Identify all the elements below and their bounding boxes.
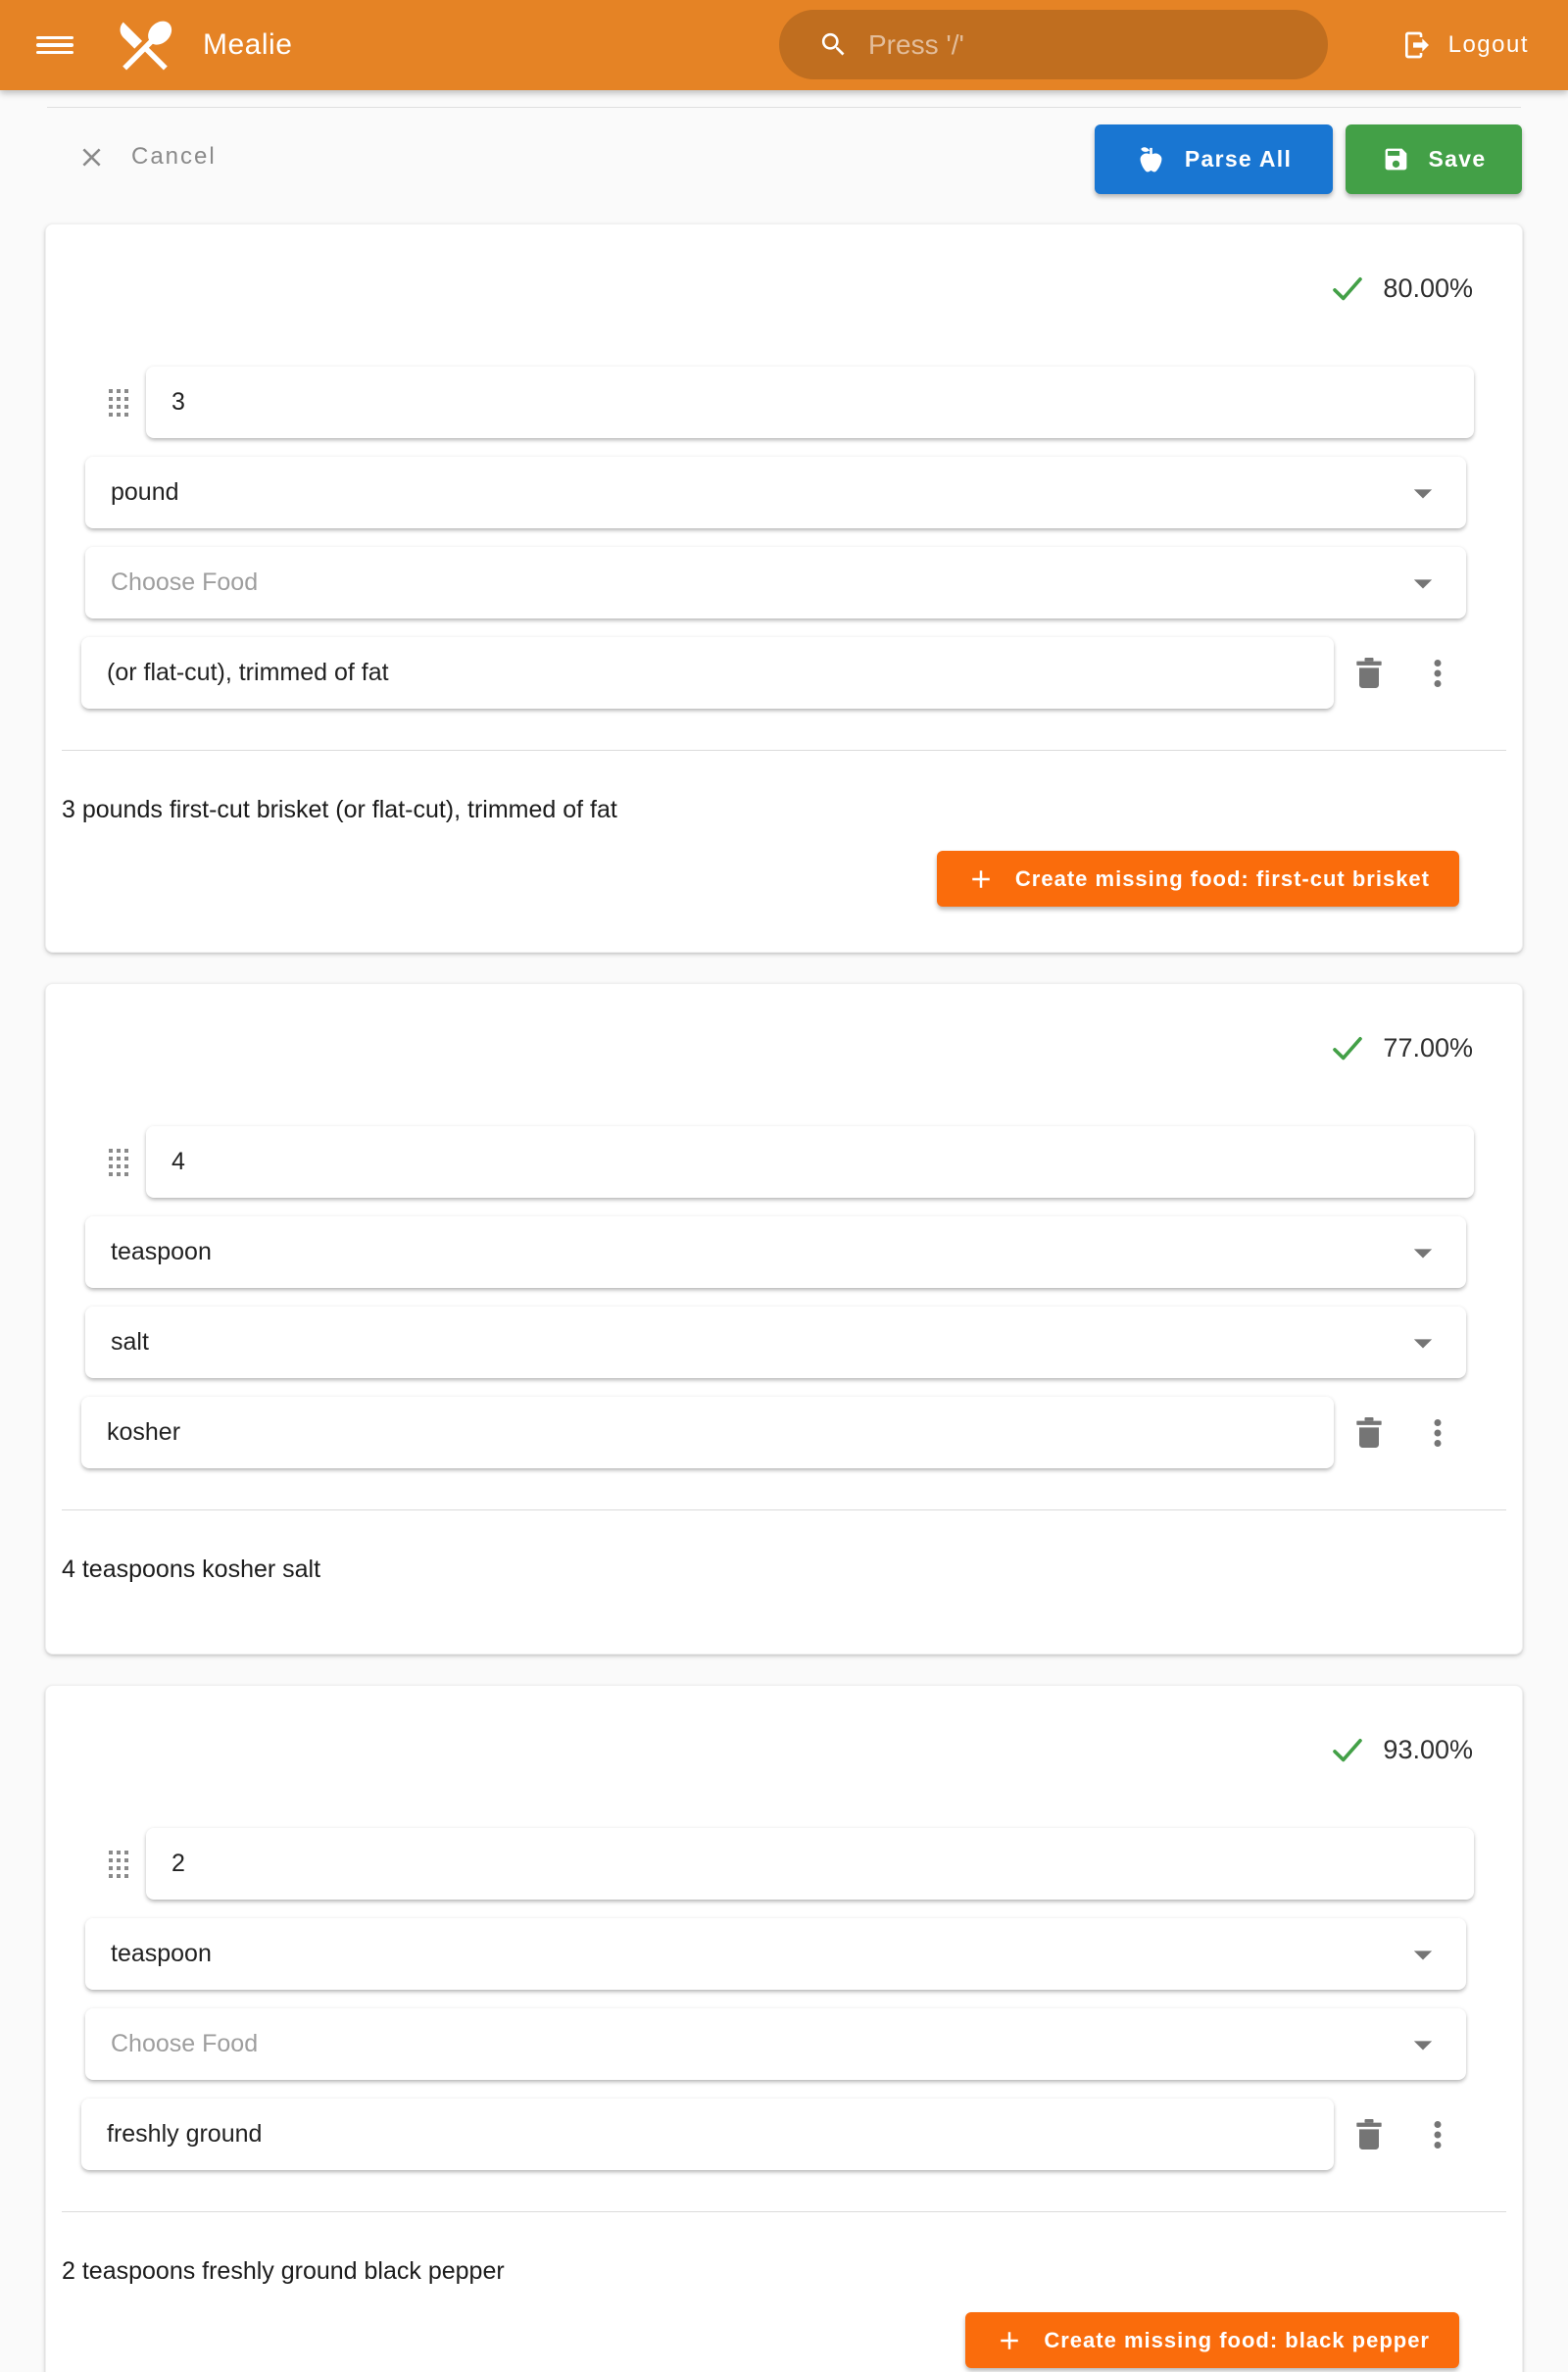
chevron-down-icon [1401,1933,1445,1976]
unit-select[interactable] [85,457,1466,528]
create-missing-food-label: Create missing food: black pepper [1044,2327,1430,2352]
more-options-button[interactable] [1415,2112,1460,2157]
drag-handle-icon[interactable] [101,1845,136,1884]
check-icon [1329,270,1366,307]
unit-value: pound [111,478,179,506]
confidence-value: 93.00% [1383,1734,1473,1764]
plus-icon [966,865,996,894]
plus-icon [995,2326,1024,2355]
kebab-menu-icon [1417,1412,1458,1454]
cancel-label: Cancel [131,143,217,170]
delete-button[interactable] [1347,651,1392,696]
food-select[interactable] [85,1307,1466,1378]
card-divider [62,1509,1506,1510]
original-ingredient-text: 4 teaspoons kosher salt [62,1556,321,1583]
search-icon [818,29,849,60]
save-icon [1382,145,1410,173]
logout-button[interactable] [1401,0,1529,90]
trash-icon [1349,2115,1389,2154]
chevron-down-icon [1401,1321,1445,1364]
ingredient-card [45,223,1523,953]
search-input[interactable] [868,29,1304,61]
ingredient-card [45,983,1523,1655]
app-bar [0,0,1568,90]
note-input[interactable] [81,637,1334,709]
save-label: Save [1428,146,1487,172]
ingredient-card [45,1685,1523,2372]
unit-select[interactable] [85,1918,1466,1990]
unit-value: teaspoon [111,1940,212,1967]
toolbar-divider [47,107,1521,108]
unit-select[interactable] [85,1216,1466,1288]
kebab-menu-icon [1417,2114,1458,2155]
confidence-value: 77.00% [1383,1032,1473,1062]
create-missing-food-button[interactable] [965,2312,1459,2368]
food-placeholder: Choose Food [111,568,259,596]
parse-all-button[interactable] [1095,124,1333,194]
note-input[interactable] [81,1397,1334,1468]
create-missing-food-button[interactable] [937,851,1459,907]
editor-toolbar [0,90,1568,223]
chevron-down-icon [1401,1231,1445,1274]
kebab-menu-icon [1417,653,1458,694]
unit-value: teaspoon [111,1238,212,1265]
confidence-row [46,1730,1522,1769]
card-divider [62,750,1506,751]
hamburger-menu-icon[interactable] [36,36,74,54]
check-icon [1329,1731,1366,1768]
original-ingredient-text: 3 pounds first-cut brisket (or flat-cut), trimmed of fat [62,796,617,823]
cancel-button[interactable] [76,135,217,178]
delete-button[interactable] [1347,2112,1392,2157]
crossed-fork-knife-icon [113,13,177,77]
drag-handle-icon[interactable] [101,1143,136,1182]
confidence-row [46,269,1522,308]
drag-handle-icon[interactable] [101,383,136,422]
delete-button[interactable] [1347,1410,1392,1456]
quantity-input[interactable] [146,367,1474,438]
food-placeholder: Choose Food [111,2030,259,2057]
note-input[interactable] [81,2099,1334,2170]
card-divider [62,2211,1506,2212]
chevron-down-icon [1401,2023,1445,2066]
chevron-down-icon [1401,562,1445,605]
chevron-down-icon [1401,471,1445,515]
food-value: salt [111,1328,149,1356]
food-select[interactable] [85,2008,1466,2080]
create-missing-food-label: Create missing food: first-cut brisket [1014,865,1430,891]
trash-icon [1349,1413,1389,1453]
apple-icon [1136,144,1166,174]
trash-icon [1349,654,1389,693]
parse-all-label: Parse All [1184,146,1293,172]
save-button[interactable] [1346,124,1522,194]
logout-icon [1401,29,1433,61]
app-logo[interactable] [113,13,292,77]
close-icon [76,142,107,173]
quantity-input[interactable] [146,1126,1474,1198]
original-ingredient-text: 2 teaspoons freshly ground black pepper [62,2257,505,2285]
search-bar[interactable] [779,10,1328,79]
confidence-row [46,1028,1522,1067]
quantity-input[interactable] [146,1828,1474,1900]
app-title: Mealie [203,28,293,61]
confidence-value: 80.00% [1383,272,1473,303]
more-options-button[interactable] [1415,1410,1460,1456]
food-select[interactable] [85,547,1466,618]
logout-label: Logout [1447,31,1529,58]
check-icon [1329,1029,1366,1066]
more-options-button[interactable] [1415,651,1460,696]
